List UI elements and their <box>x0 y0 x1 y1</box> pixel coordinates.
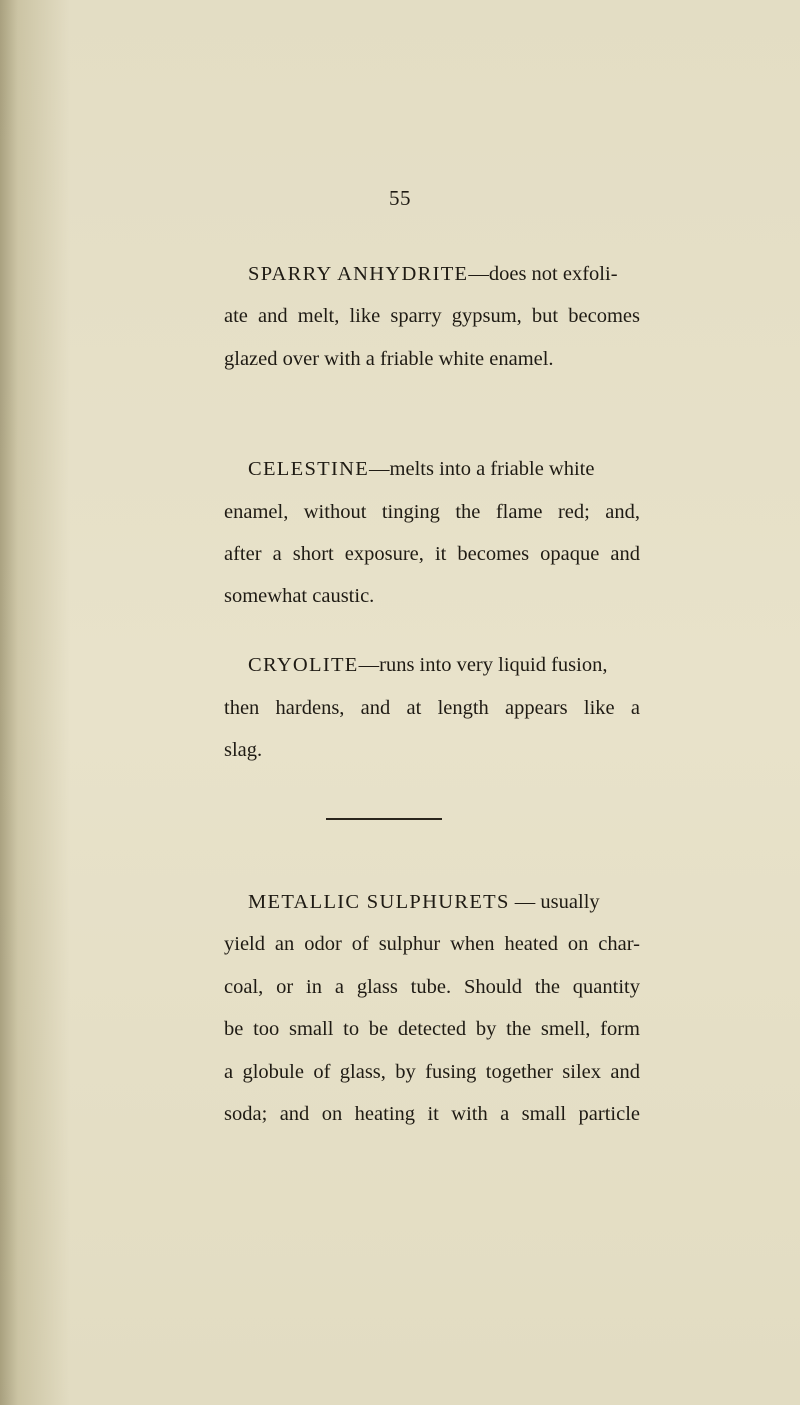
paragraph-line: glazed over with a friable white enamel. <box>224 348 554 370</box>
page-number: 55 <box>389 186 411 210</box>
entry-heading: CELESTINE <box>248 458 370 480</box>
entry-text: — usually <box>509 891 600 913</box>
paragraph-line: after a short exposure, it becomes opaque and <box>224 543 640 565</box>
entry-heading: SPARRY ANHYDRITE <box>248 263 469 285</box>
paragraph-line <box>224 457 640 481</box>
entry-heading: CRYOLITE <box>248 654 359 676</box>
paragraph-line: a globule of glass, by fusing together silex and <box>224 1061 640 1083</box>
paragraph-line <box>224 653 640 677</box>
entry-text: —does not exfoli- <box>468 263 618 285</box>
paragraph-line: ate and melt, like sparry gypsum, but becomes <box>224 305 640 327</box>
entry-text: —runs into very liquid fusion, <box>358 654 608 676</box>
paragraph-line <box>224 262 640 286</box>
paragraph-line: coal, or in a glass tube. Should the quantity <box>224 976 640 998</box>
paragraph-line: enamel, without tinging the flame red; and, <box>224 501 640 523</box>
paragraph-line: somewhat caustic. <box>224 585 375 607</box>
paragraph-line <box>224 890 640 914</box>
paragraph-line: soda; and on heating it with a small particle <box>224 1103 640 1125</box>
section-divider <box>326 818 442 820</box>
paragraph-line: then hardens, and at length appears like a <box>224 697 640 719</box>
paragraph-line: be too small to be detected by the smell, form <box>224 1018 640 1040</box>
paragraph-line: yield an odor of sulphur when heated on char- <box>224 933 640 955</box>
paragraph-line: slag. <box>224 739 263 761</box>
entry-text: —melts into a friable white <box>369 458 595 480</box>
entry-heading: METALLIC SULPHURETS <box>248 891 510 913</box>
